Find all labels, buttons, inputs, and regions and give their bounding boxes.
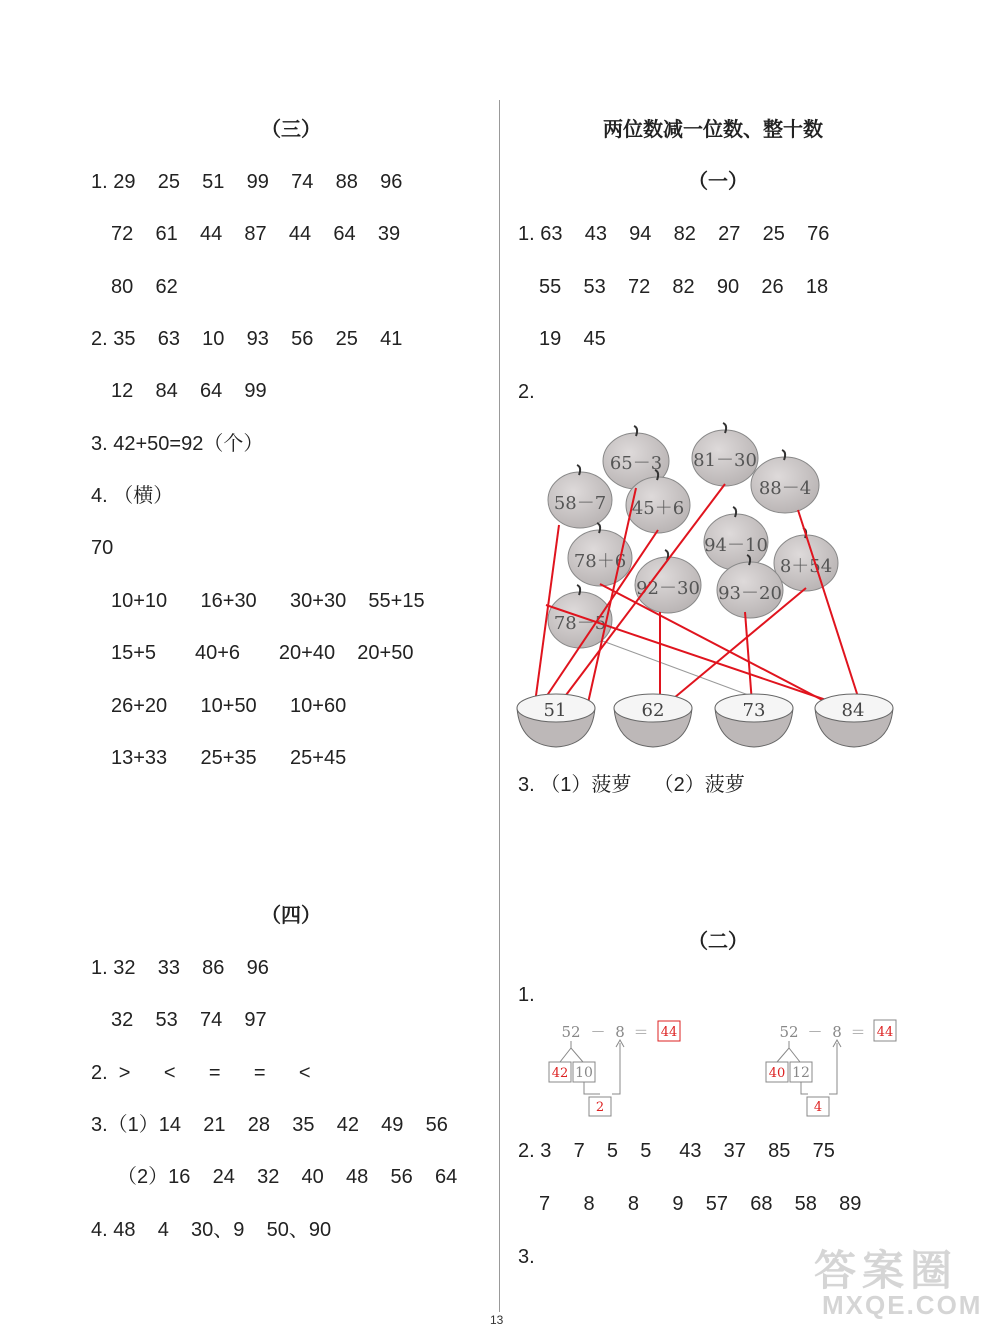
operator: － xyxy=(807,1023,823,1041)
s3-line-8: 70 xyxy=(91,537,114,559)
bowl-label: 84 xyxy=(841,700,865,721)
watermark-line-2: MXQE.COM xyxy=(822,1290,983,1320)
r1-line-3: 19 45 xyxy=(539,328,606,350)
split-diagram-2 xyxy=(766,1020,896,1116)
apple-label: 78＋6 xyxy=(573,551,627,572)
split-b: 12 xyxy=(792,1065,810,1081)
split-b: 10 xyxy=(575,1065,593,1081)
s4-line-3: 2. > < = = < xyxy=(91,1062,311,1084)
apple-label: 88－4 xyxy=(758,478,812,499)
subtrahend: 8 xyxy=(832,1023,842,1041)
difference: 4 xyxy=(813,1100,823,1115)
r1-line-1: 1. 63 43 94 82 27 25 76 xyxy=(518,223,830,245)
s4-line-2: 32 53 74 97 xyxy=(111,1009,267,1031)
apple-label: 92－30 xyxy=(636,578,700,599)
watermark xyxy=(808,1238,994,1330)
minuend: 52 xyxy=(561,1023,581,1041)
subtrahend: 8 xyxy=(615,1023,625,1041)
s4-line-1: 1. 32 33 86 96 xyxy=(91,957,269,979)
apple-label: 81－30 xyxy=(693,450,757,471)
r1-line-2: 55 53 72 82 90 26 18 xyxy=(539,276,829,298)
equals: ＝ xyxy=(633,1023,649,1041)
split-a: 40 xyxy=(768,1066,786,1081)
r1-q3: 3. （1）菠萝 （2）菠萝 xyxy=(518,774,745,796)
s4-line-5: （2）16 24 32 40 48 56 64 xyxy=(117,1166,458,1188)
bowl-label: 73 xyxy=(742,700,766,721)
r1-line-4: 2. xyxy=(518,381,535,403)
apple-label: 78－5 xyxy=(553,613,607,634)
section-3-heading: （三） xyxy=(261,119,321,141)
apple-label: 58－7 xyxy=(553,493,607,514)
result: 44 xyxy=(660,1025,678,1040)
split-diagram-1 xyxy=(549,1021,680,1116)
page-number: 13 xyxy=(490,1313,504,1327)
difference: 2 xyxy=(595,1100,605,1115)
operator: － xyxy=(590,1023,606,1041)
s3-line-5: 12 84 64 99 xyxy=(111,380,267,402)
bowl-label: 62 xyxy=(641,700,665,721)
s3-line-2: 72 61 44 87 44 64 39 xyxy=(111,223,401,245)
s4-line-6: 4. 48 4 30、9 50、90 xyxy=(91,1219,332,1241)
r2-line-1: 2. 3 7 5 5 43 37 85 75 xyxy=(518,1140,835,1162)
section-1-heading: （一） xyxy=(688,171,748,193)
s3-line-6: 3. 42+50=92（个） xyxy=(91,433,264,455)
s3-line-11: 26+20 10+50 10+60 xyxy=(111,695,347,717)
apple-label: 93－20 xyxy=(718,583,782,604)
r2-line-3: 3. xyxy=(518,1246,535,1268)
apple-label: 65－3 xyxy=(609,453,663,474)
apple-label: 94－10 xyxy=(704,535,768,556)
right-title: 两位数减一位数、整十数 xyxy=(603,119,823,141)
s3-line-3: 80 62 xyxy=(111,276,178,298)
s3-line-12: 13+33 25+35 25+45 xyxy=(111,747,347,769)
bowl-label: 51 xyxy=(543,700,567,721)
s3-line-1: 1. 29 25 51 99 74 88 96 xyxy=(91,171,403,193)
section-4-heading: （四） xyxy=(261,905,321,927)
apple-label: 45＋6 xyxy=(631,498,685,519)
watermark-line-1: 答案圈 xyxy=(814,1247,959,1294)
s3-line-9: 10+10 16+30 30+30 55+15 xyxy=(111,590,425,612)
split-a: 42 xyxy=(551,1066,569,1081)
apple-label: 8＋54 xyxy=(779,556,833,577)
r2-q1: 1. xyxy=(518,984,535,1006)
s4-line-4: 3.（1）14 21 28 35 42 49 56 xyxy=(91,1114,448,1136)
section-2-heading: （二） xyxy=(688,931,748,953)
equals: ＝ xyxy=(850,1023,866,1041)
s3-line-4: 2. 35 63 10 93 56 25 41 xyxy=(91,328,403,350)
s3-line-10: 15+5 40+6 20+40 20+50 xyxy=(111,642,414,664)
minuend: 52 xyxy=(779,1023,799,1041)
s3-line-7: 4. （横） xyxy=(91,485,174,507)
result: 44 xyxy=(876,1025,894,1040)
r2-line-2: 7 8 8 9 57 68 58 89 xyxy=(539,1193,862,1215)
